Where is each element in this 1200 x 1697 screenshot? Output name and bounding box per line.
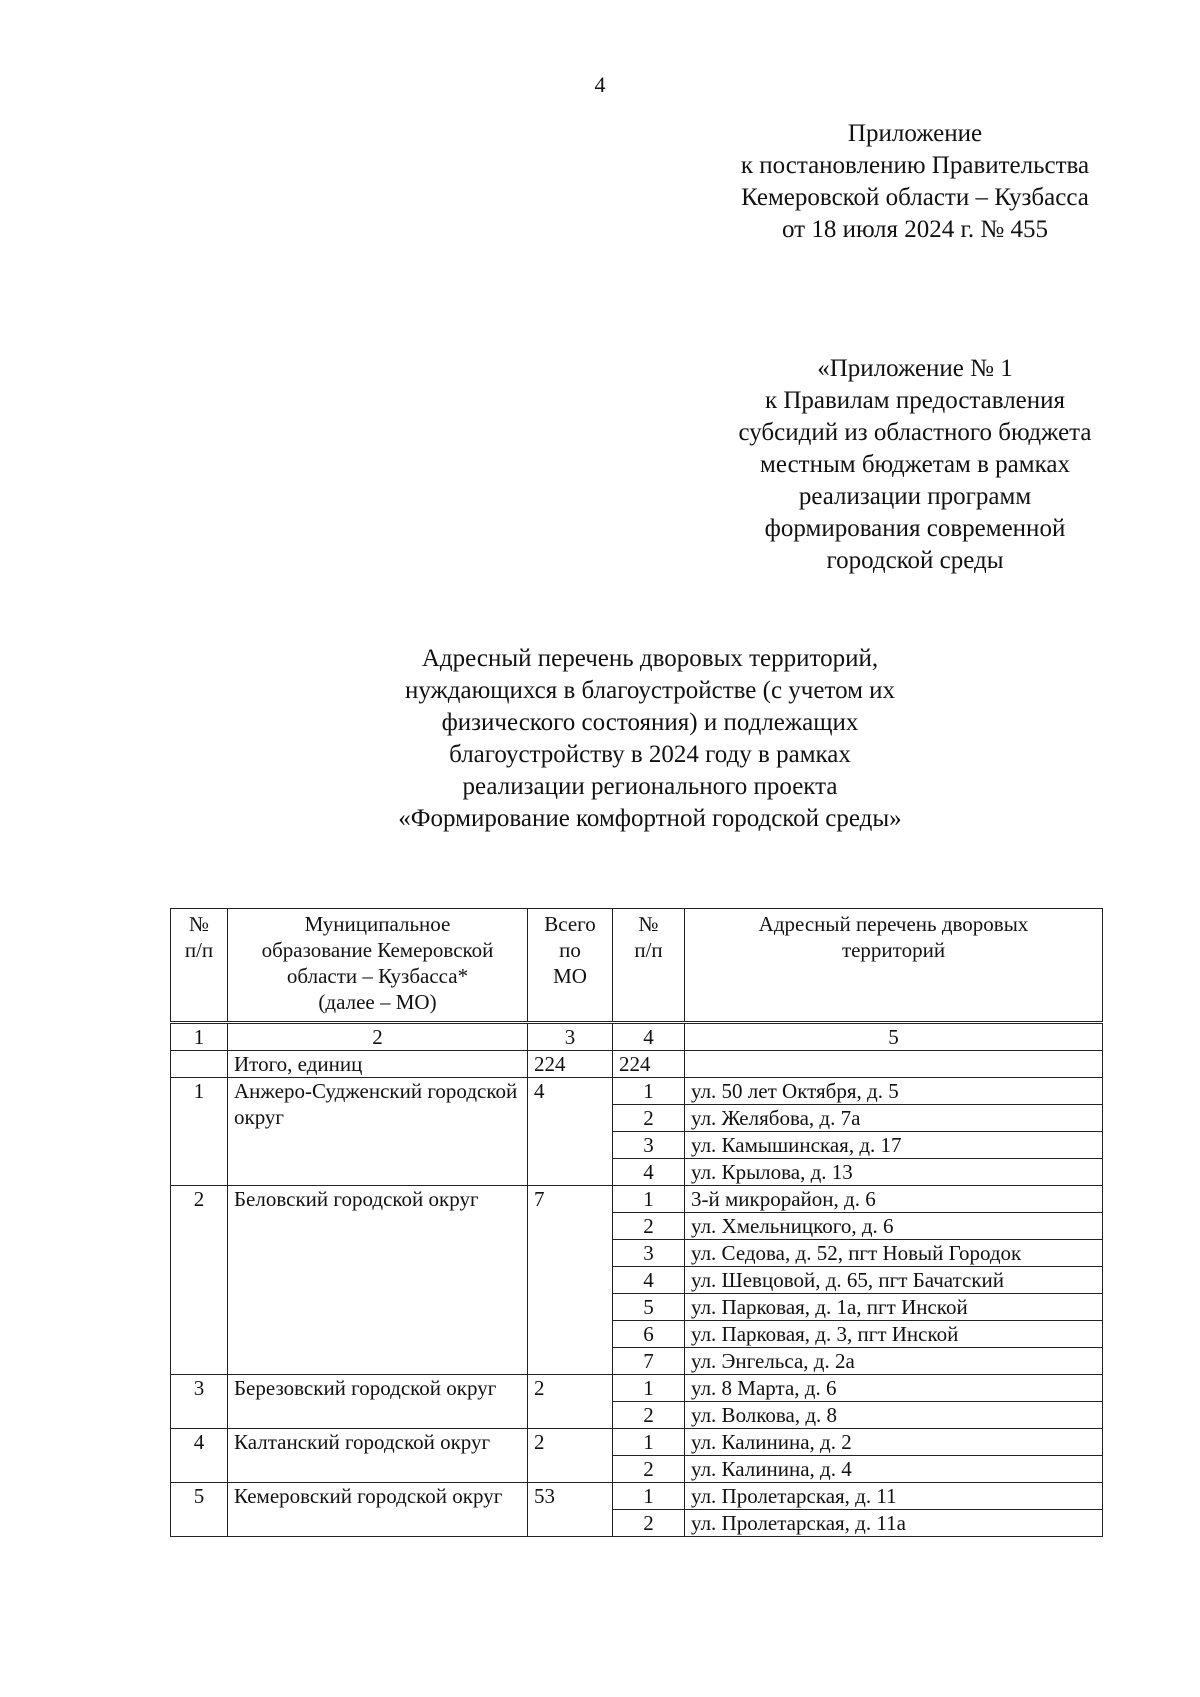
address-number: 4 <box>613 1159 685 1186</box>
address-number: 5 <box>613 1294 685 1321</box>
header-text: области – Кузбасса* <box>286 964 469 988</box>
header-num <box>171 909 228 1023</box>
column-number: 5 <box>685 1023 1103 1051</box>
document-title <box>330 643 970 835</box>
title-line: физического состояния) и подлежащих <box>441 709 859 736</box>
mo-number: 1 <box>171 1078 228 1186</box>
appendix-1-header <box>700 353 1130 577</box>
address-text: ул. Желябова, д. 7а <box>685 1105 1103 1132</box>
header-text: п/п <box>634 938 663 962</box>
header-text: образование Кемеровской <box>261 938 494 962</box>
address-number: 2 <box>613 1402 685 1429</box>
appendix-header <box>700 118 1130 246</box>
address-text: ул. Седова, д. 52, пгт Новый Городок <box>685 1240 1103 1267</box>
header-text: п/п <box>184 938 214 962</box>
total-row <box>171 1051 1103 1078</box>
mo-name: Беловский городской округ <box>228 1186 528 1375</box>
title-line: благоустройству в 2024 году в рамках <box>449 741 851 768</box>
title-line: «Формирование комфортной городской среды» <box>398 805 902 832</box>
column-numbers-row <box>171 1023 1103 1051</box>
total-row-empty <box>685 1051 1103 1078</box>
mo-total: 7 <box>528 1186 613 1375</box>
address-text: ул. 8 Марта, д. 6 <box>685 1375 1103 1402</box>
appendix2-line: к Правилам предоставления <box>764 387 1066 414</box>
page-number: 4 <box>594 72 606 97</box>
header-text: № <box>188 912 210 936</box>
address-number: 2 <box>613 1213 685 1240</box>
mo-total: 4 <box>528 1078 613 1186</box>
address-text: ул. Калинина, д. 4 <box>685 1456 1103 1483</box>
header-text: территорий <box>841 938 946 962</box>
appendix2-line: реализации программ <box>798 483 1032 510</box>
mo-total: 53 <box>528 1483 613 1537</box>
appendix-line: от 18 июля 2024 г. № 455 <box>781 216 1049 243</box>
header-text: (далее – МО) <box>318 990 437 1014</box>
title-line: нуждающихся в благоустройстве (с учетом их <box>404 677 896 704</box>
header-addr <box>685 909 1103 1023</box>
appendix-line: Кемеровской области – Кузбасса <box>741 184 1089 211</box>
mo-number: 5 <box>171 1483 228 1537</box>
address-number: 1 <box>613 1429 685 1456</box>
address-text: ул. Парковая, д. 3, пгт Инской <box>685 1321 1103 1348</box>
address-text: ул. Энгельса, д. 2а <box>685 1348 1103 1375</box>
column-number: 2 <box>228 1023 528 1051</box>
mo-number: 2 <box>171 1186 228 1375</box>
table-header-row <box>171 909 1103 1023</box>
total-row-empty <box>171 1051 228 1078</box>
title-line: Адресный перечень дворовых территорий, <box>421 645 879 672</box>
address-table <box>170 908 1103 1537</box>
header-total <box>528 909 613 1023</box>
header-text: Муниципальное <box>304 912 451 936</box>
appendix2-line: субсидий из областного бюджета <box>738 419 1092 446</box>
total-label: Итого, единиц <box>228 1051 528 1078</box>
address-text: ул. Пролетарская, д. 11 <box>685 1483 1103 1510</box>
appendix2-line: местным бюджетам в рамках <box>760 451 1070 478</box>
appendix2-line: городской среды <box>826 547 1004 574</box>
mo-number: 4 <box>171 1429 228 1483</box>
address-number: 6 <box>613 1321 685 1348</box>
address-text: ул. Шевцовой, д. 65, пгт Бачатский <box>685 1267 1103 1294</box>
address-number: 4 <box>613 1267 685 1294</box>
address-text: ул. Парковая, д. 1а, пгт Инской <box>685 1294 1103 1321</box>
address-number: 2 <box>613 1510 685 1537</box>
address-text: ул. Калинина, д. 2 <box>685 1429 1103 1456</box>
address-number: 1 <box>613 1483 685 1510</box>
table-row <box>171 1483 1103 1510</box>
header-text: по <box>559 938 581 962</box>
address-text: ул. Пролетарская, д. 11а <box>685 1510 1103 1537</box>
address-text: ул. Хмельницкого, д. 6 <box>685 1213 1103 1240</box>
table-row <box>171 1375 1103 1402</box>
column-number: 4 <box>613 1023 685 1051</box>
address-text: ул. 50 лет Октября, д. 5 <box>685 1078 1103 1105</box>
appendix2-line: «Приложение № 1 <box>817 355 1013 382</box>
mo-number: 3 <box>171 1375 228 1429</box>
header-text: Всего <box>544 912 596 936</box>
mo-name: Березовский городской округ <box>228 1375 528 1429</box>
mo-total: 2 <box>528 1375 613 1429</box>
address-number: 1 <box>613 1186 685 1213</box>
mo-name: Кемеровский городской округ <box>228 1483 528 1537</box>
address-text: ул. Волкова, д. 8 <box>685 1402 1103 1429</box>
appendix-line: Приложение <box>847 120 983 147</box>
header-text: Адресный перечень дворовых <box>758 912 1029 936</box>
address-text: ул. Крылова, д. 13 <box>685 1159 1103 1186</box>
total-count: 224 <box>613 1051 685 1078</box>
header-text: МО <box>553 964 587 988</box>
address-number: 7 <box>613 1348 685 1375</box>
mo-total: 2 <box>528 1429 613 1483</box>
address-text: ул. Камышинская, д. 17 <box>685 1132 1103 1159</box>
address-number: 3 <box>613 1240 685 1267</box>
table-row <box>171 1429 1103 1456</box>
address-number: 3 <box>613 1132 685 1159</box>
header-mo <box>228 909 528 1023</box>
address-text: 3-й микрорайон, д. 6 <box>685 1186 1103 1213</box>
header-text: № <box>638 912 659 936</box>
appendix-line: к постановлению Правительства <box>740 152 1090 179</box>
header-num2 <box>613 909 685 1023</box>
column-number: 3 <box>528 1023 613 1051</box>
total-value: 224 <box>528 1051 613 1078</box>
address-number: 2 <box>613 1105 685 1132</box>
title-line: реализации регионального проекта <box>462 773 838 800</box>
mo-name: Анжеро-Судженский городской округ <box>228 1078 528 1186</box>
address-number: 2 <box>613 1456 685 1483</box>
mo-name: Калтанский городской округ <box>228 1429 528 1483</box>
appendix2-line: формирования современной <box>764 515 1066 542</box>
table-row <box>171 1078 1103 1105</box>
column-number: 1 <box>171 1023 228 1051</box>
table-row <box>171 1186 1103 1213</box>
address-number: 1 <box>613 1375 685 1402</box>
address-number: 1 <box>613 1078 685 1105</box>
